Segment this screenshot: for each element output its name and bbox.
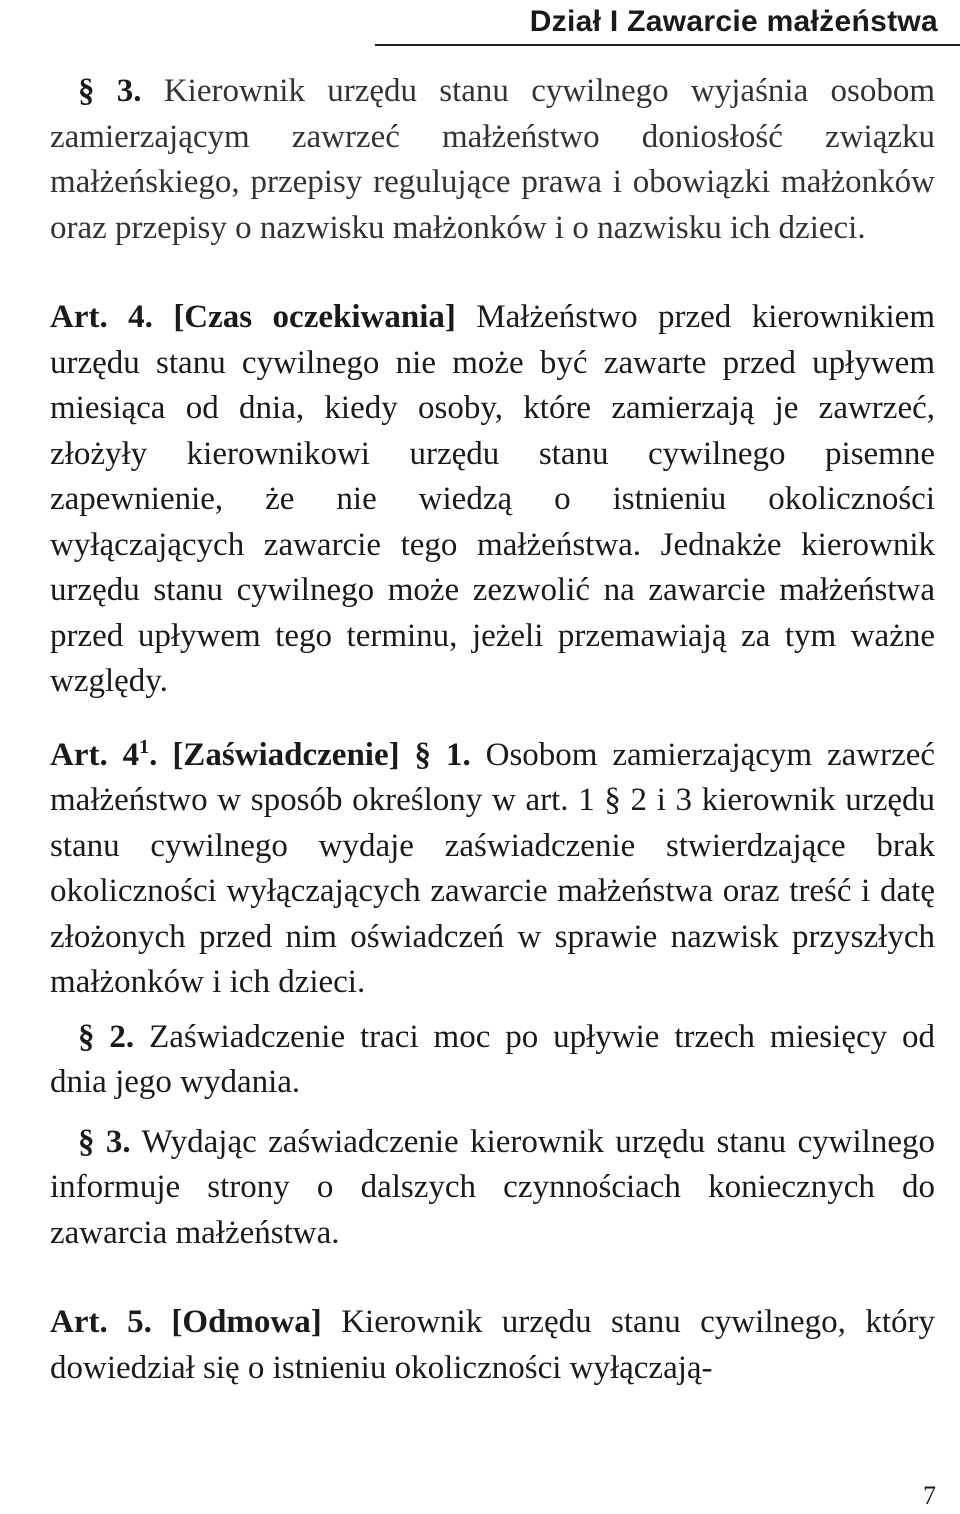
article-text: Kierownik urzędu stanu cywilnego, który dowiedział się o istnieniu okoliczności wyłączają- [50,1304,936,1386]
paragraph-s3b [50,1120,935,1257]
article-title: [Czas oczekiwania] [173,299,456,335]
article-4 [50,295,935,705]
article-label: Art. 4. [50,299,153,335]
article-5 [50,1300,935,1391]
page-number: 7 [923,1481,936,1510]
paragraph-s3 [50,69,935,251]
article-text: Osobom zamierzającym zawrzeć małżeństwo w sposób określony w art. 1 § 2 i 3 kierownik urzędu stanu cywilnego wydaje zaświadczenie stwierdzające brak okoliczności wyłączających zawarcie małżeństwa oraz treść i datę złożonych przed nim oświadczeń w sprawie nazwisk przyszłych małżonków i ich dzieci. [50,736,936,1000]
article-label: Art. 5. [50,1304,152,1340]
chapter-title: Dział I Zawarcie małżeństwa [529,5,938,38]
article-label: Art. $4^1$. [50,735,158,773]
document-body [50,60,935,1391]
running-header [530,0,938,44]
article-title: [Odmowa] [171,1304,322,1340]
paragraph-text: Zaświadczenie traci moc po upływie trzech miesięcy od dnia jego wydania. [50,1018,936,1100]
paragraph-text: Wydając zaświadczenie kierownik urzędu stanu cywilnego informuje strony o dalszych czynnościach koniecznych do zawarcia małżeństwa. [50,1123,935,1251]
article-4-1 [50,733,935,1006]
section-label: § 3. [78,73,142,109]
header-rule [375,44,960,46]
paragraph-text: Kierownik urzędu stanu cywilnego wyjaśnia osobom zamierzającym zawrzeć małżeństwo doniosłość związku małżeńskiego, przepisy regulujące prawa i obowiązki małżonków oraz przepisy o nazwisku małżonków i o nazwisku ich dzieci. [50,73,936,246]
section-label: § 1. [414,736,471,773]
article-superscript: 1 [139,735,150,758]
section-label: § 3. [78,1123,131,1160]
article-title: [Zaświadczenie] [172,736,400,773]
paragraph-s2 [50,1015,935,1106]
article-text: Małżeństwo przed kierownikiem urzędu stanu cywilnego nie może być zawarte przed upływem miesiąca od dnia, kiedy osoby, które zamierzają je zawrzeć, złożyły kierownikowi urzędu stanu cywilnego pisemne zapewnienie, że nie wiedzą o istnieniu okoliczności wyłączających zawarcie tego małżeństwa. Jednakże kierownik urzędu stanu cywilnego może zezwolić na zawarcie małżeństwa przed upływem tego terminu, jeżeli przemawiają za tym ważne względy. [50,299,935,699]
section-label: § 2. [78,1018,135,1055]
